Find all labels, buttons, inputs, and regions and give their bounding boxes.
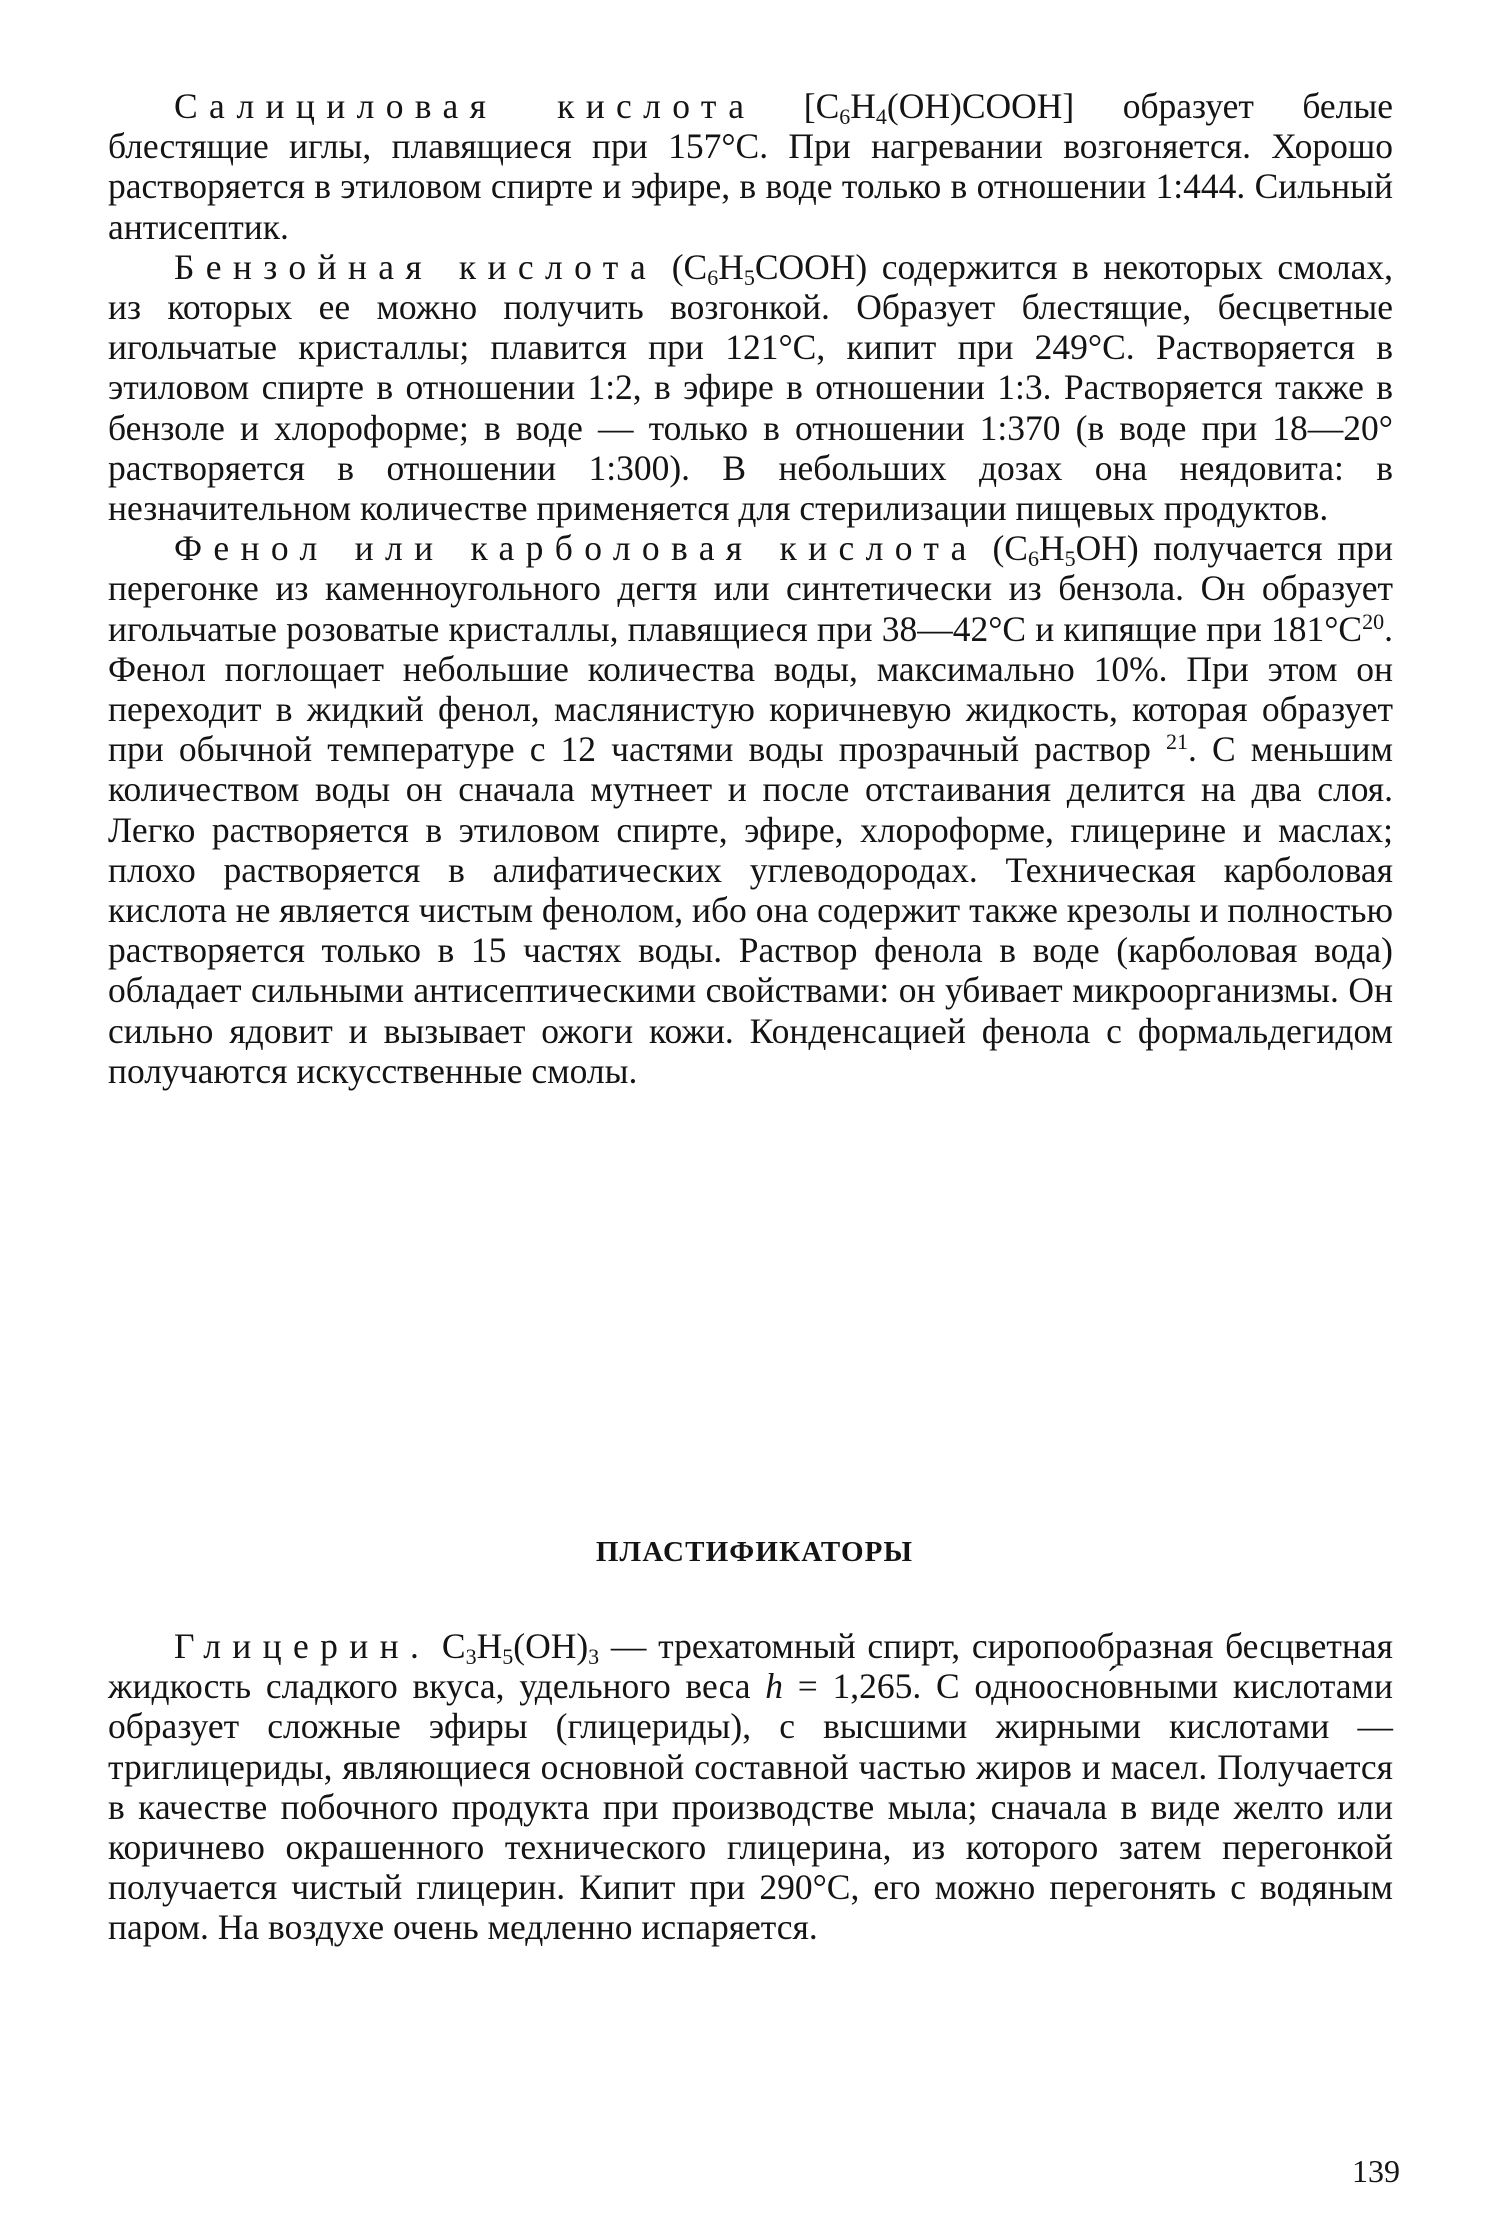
- formula-glycerin: $C_3H_5(OH)_3$: [430, 1626, 600, 1670]
- formula-salicylic-acid: $[C_6H_4(OH)COOH]$: [803, 86, 1075, 130]
- body-text: . С меньшим количеством воды он сначала мутнеет и после отстаивания делится на два слоя. Легко растворяется в этиловом спирте, эфире, хлороформе, глицерине и маслах; плохо растворяется в алифатических углеводородах. Техническая карболовая кислота не является чистым фенолом, ибо она содержит также крезолы и полностью растворяется только в 15 частях воды. Раствор фенола в воде (карболовая вода) обладает сильными антисептическими свойствами: он убивает микроорганизмы. Он сильно ядовит и вызывает ожоги кожи. Конденсацией фенола с формальдегидом получаются искусственные смолы.: [108, 729, 1393, 1091]
- body-text: . Фенол поглощает небольшие количества воды, максимально 10%. При этом он переходит в жидкий фенол, маслянистую коричневую жидкость, которая образует при обычной температуре с 12 частями воды прозрачный раствор: [108, 608, 1393, 770]
- term-benzoic-acid: Бензойная кислота: [174, 246, 658, 287]
- text-column-bottom: [108, 1626, 1393, 1948]
- body-text: образует белые блестящие иглы, плавящиеся при 157°C. При нагревании возгоняется. Хорошо растворяется в этиловом спирте и эфире, в воде только в отношении 1:444. Сильный антисептик.: [108, 86, 1394, 247]
- body-text: = 1,265. С одноосно́вными кислотами образует сложные эфиры (глицериды), с высшими жирными кислотами — триглицериды, являющиеся основной составной частью жиров и масел. Получается в качестве побочного продукта при производстве мыла; сначала в виде желто или коричнево окрашенного технического глицерина, из которого затем перегонкой получается чистый глицерин. Кипит при 290°C, его можно перегонять с водяным паром. На воздухе очень медленно испаряется.: [108, 1666, 1393, 1948]
- page-number: 139: [1352, 2153, 1400, 2189]
- paragraph-benzoic-acid: [108, 247, 1393, 528]
- formula-benzoic-acid: $(C_6H_5COOH)$: [671, 246, 868, 290]
- body-text: получается при перегонке из каменноугольного дегтя или синтетически из бензола. Он образует игольчатые розоватые кристаллы, плавящиеся при 38—42°C и кипящие при 181°C: [108, 528, 1394, 649]
- footnote-ref-20: 20: [1362, 608, 1385, 634]
- paragraph-glycerin: [108, 1626, 1393, 1948]
- body-text: содержится в некоторых смолах, из которых ее можно получить возгонкой. Образует блестящие, бесцветные игольчатые кристаллы; плавится при 121°C, кипит при 249°C. Растворяется в этиловом спирте в отношении 1:2, в эфире в отношении 1:3. Растворяется также в бензоле и хлороформе; в воде — только в отношении 1:370 (в воде при 18—20° растворяется в отношении 1:300). В небольших дозах она неядовита: в незначительном количестве применяется для стерилизации пищевых продуктов.: [108, 246, 1394, 529]
- variable-h: h: [765, 1666, 784, 1707]
- formula-phenol: $(C_6H_5OH)$: [992, 528, 1139, 572]
- footnote-ref-21: 21: [1166, 729, 1189, 755]
- paragraph-salicylic-acid: [108, 86, 1393, 247]
- text-column-top: [108, 86, 1393, 1091]
- term-phenol: Фенол или карболовая кислота: [174, 528, 978, 569]
- section-heading: ПЛАСТИФИКАТОРЫ: [595, 1536, 914, 1568]
- term-salicylic-acid: Салициловая кислота: [174, 86, 756, 126]
- body-text: — трехатомный спирт, сиропообразная бесцветная жидкость сладкого вкуса, удельного веса: [108, 1626, 1393, 1707]
- term-glycerin: Глицерин.: [174, 1626, 431, 1666]
- paragraph-phenol: [108, 528, 1393, 1091]
